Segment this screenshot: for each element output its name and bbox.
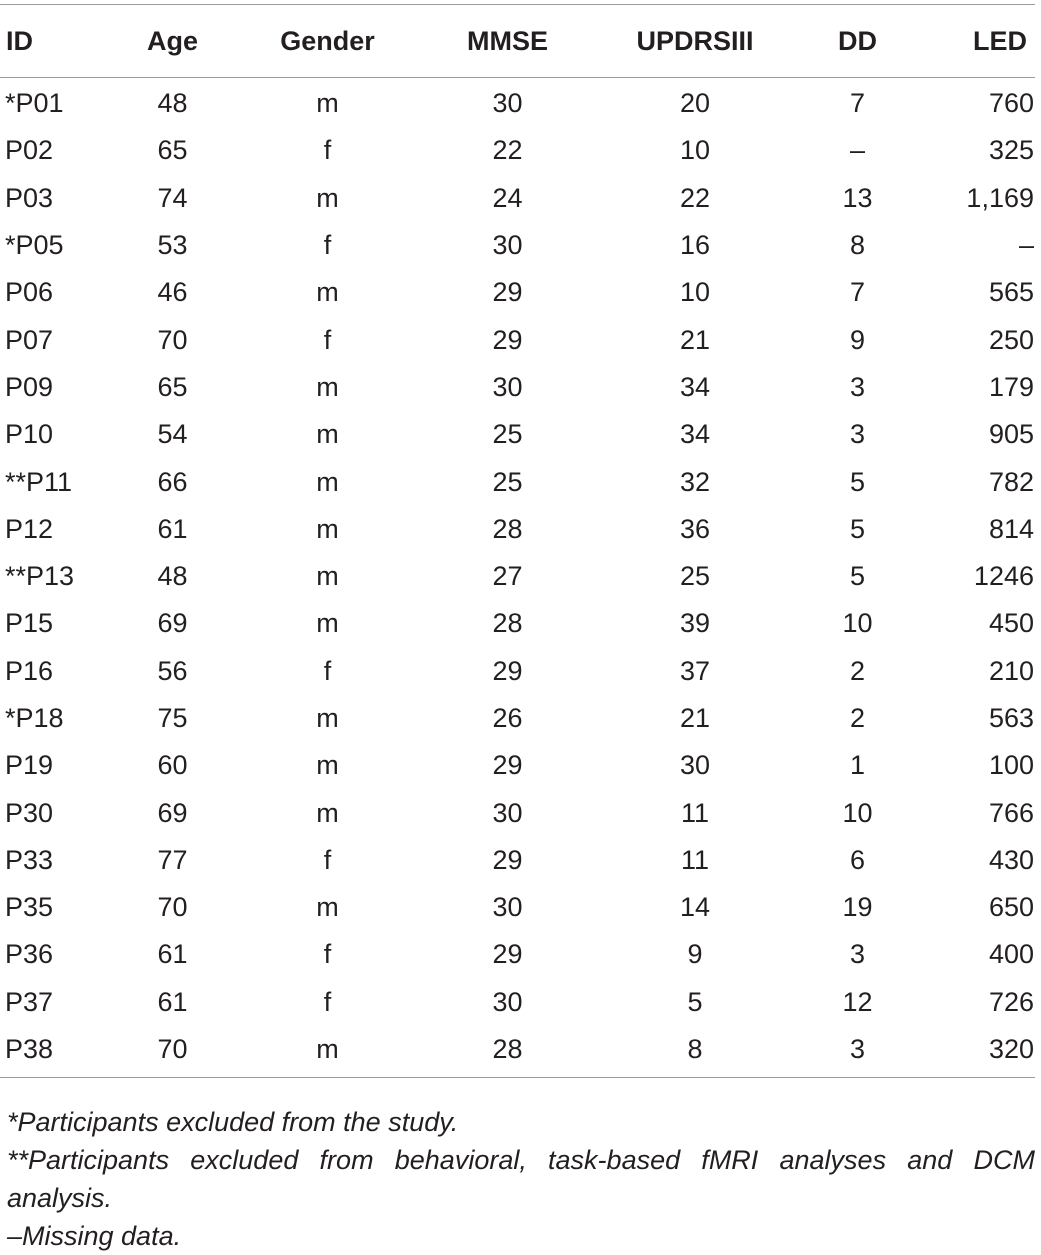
table-row <box>0 1026 1035 1078</box>
cell-gender: m <box>316 892 339 923</box>
cell-dd: 7 <box>849 88 866 119</box>
cell-updrsiii: 30 <box>679 750 711 781</box>
cell-mmse: 25 <box>492 419 523 450</box>
cell-dd: 1 <box>849 750 866 781</box>
cell-updrsiii: 32 <box>679 466 711 497</box>
cell-id: **P11 <box>5 466 73 497</box>
cell-id: P35 <box>5 892 54 923</box>
cell-id: P02 <box>5 135 54 166</box>
cell-gender: f <box>323 655 332 686</box>
cell-led: 320 <box>988 1034 1034 1065</box>
cell-gender: f <box>323 986 332 1017</box>
column-header-gender: Gender <box>280 25 375 56</box>
table-row <box>0 222 1035 269</box>
cell-mmse: 24 <box>492 182 523 213</box>
cell-updrsiii: 20 <box>679 88 711 119</box>
cell-id: *P05 <box>5 230 64 261</box>
table-row <box>0 458 1035 505</box>
cell-dd: 9 <box>849 324 866 355</box>
cell-age: 54 <box>157 419 188 450</box>
cell-led: 650 <box>988 892 1034 923</box>
cell-dd: 5 <box>849 561 866 592</box>
cell-led: 563 <box>988 703 1034 733</box>
cell-led: 250 <box>988 324 1034 355</box>
cell-mmse: 25 <box>492 466 523 497</box>
cell-mmse: 27 <box>492 561 523 592</box>
cell-age: 53 <box>157 230 188 261</box>
cell-dd: 10 <box>842 797 873 828</box>
table-row <box>0 648 1035 695</box>
cell-id: P07 <box>5 324 54 355</box>
table-row <box>0 506 1035 553</box>
table-row <box>0 695 1035 742</box>
cell-id: **P13 <box>5 561 75 592</box>
cell-updrsiii: 9 <box>687 939 703 970</box>
table-row <box>0 553 1035 600</box>
cell-gender: m <box>316 703 339 733</box>
cell-gender: f <box>323 324 332 355</box>
cell-dd: 3 <box>849 419 866 450</box>
cell-updrsiii: 22 <box>679 182 711 213</box>
cell-gender: m <box>316 750 339 781</box>
cell-mmse: 29 <box>492 939 523 970</box>
cell-led: 1,169 <box>966 182 1034 213</box>
table-row <box>0 884 1035 931</box>
cell-dd: 2 <box>849 703 866 733</box>
column-header-mmse: MMSE <box>467 25 548 56</box>
cell-dd: 3 <box>849 1034 866 1065</box>
cell-id: P33 <box>5 844 54 875</box>
table-row <box>0 175 1035 222</box>
cell-age: 61 <box>157 939 188 970</box>
cell-gender: m <box>316 513 339 544</box>
cell-dd: 5 <box>849 466 866 497</box>
table-row <box>0 837 1035 884</box>
cell-age: 69 <box>157 797 188 828</box>
cell-id: P12 <box>5 513 54 544</box>
cell-mmse: 28 <box>492 513 523 544</box>
footnote-excluded-analyses: **Participants excluded from behavioral, task-based fMRI analyses and DCM analysis. <box>7 1145 1035 1213</box>
cell-updrsiii: 34 <box>679 419 711 450</box>
cell-gender: f <box>323 939 332 970</box>
column-header-age: Age <box>146 25 198 56</box>
cell-dd: 8 <box>849 230 866 261</box>
cell-dd: 6 <box>849 844 866 875</box>
cell-id: P37 <box>5 986 54 1017</box>
table-row <box>0 600 1035 647</box>
footnote-missing-data: –Missing data. <box>7 1221 182 1251</box>
cell-updrsiii: 8 <box>687 1034 703 1065</box>
cell-led: 905 <box>988 419 1034 450</box>
cell-led: 430 <box>988 844 1034 875</box>
cell-led: 210 <box>988 655 1034 686</box>
cell-mmse: 30 <box>492 986 523 1017</box>
cell-age: 74 <box>157 182 188 213</box>
cell-id: P09 <box>5 371 54 402</box>
cell-age: 65 <box>157 371 188 402</box>
footnote-excluded-study: *Participants excluded from the study. <box>7 1107 459 1137</box>
cell-id: P10 <box>5 419 54 450</box>
cell-dd: 7 <box>849 277 866 308</box>
cell-dd: 3 <box>849 939 866 970</box>
table-row <box>0 316 1035 363</box>
cell-gender: m <box>316 371 339 402</box>
cell-mmse: 28 <box>492 1034 523 1065</box>
cell-age: 70 <box>157 892 188 923</box>
cell-id: P06 <box>5 277 54 308</box>
cell-dd: 19 <box>842 892 873 923</box>
cell-mmse: 30 <box>492 892 523 923</box>
cell-age: 69 <box>157 608 188 639</box>
cell-mmse: 26 <box>492 703 523 733</box>
cell-dd: 5 <box>849 513 866 544</box>
cell-id: P30 <box>5 797 54 828</box>
cell-led: 400 <box>988 939 1034 970</box>
cell-led: 766 <box>988 797 1034 828</box>
cell-mmse: 22 <box>492 135 523 166</box>
cell-mmse: 29 <box>492 655 523 686</box>
cell-age: 56 <box>157 655 188 686</box>
cell-id: P38 <box>5 1034 54 1065</box>
cell-updrsiii: 11 <box>680 844 710 875</box>
cell-updrsiii: 36 <box>679 513 711 544</box>
cell-gender: m <box>316 797 339 828</box>
cell-dd: 10 <box>842 608 873 639</box>
table-row <box>0 979 1035 1026</box>
cell-age: 70 <box>157 1034 188 1065</box>
cell-gender: m <box>316 466 339 497</box>
cell-age: 46 <box>157 277 188 308</box>
column-header-updrsiii: UPDRSIII <box>636 25 754 56</box>
cell-age: 48 <box>157 561 188 592</box>
cell-mmse: 30 <box>492 230 523 261</box>
table-row <box>0 931 1035 978</box>
table-row <box>0 789 1035 836</box>
cell-age: 77 <box>157 844 188 875</box>
cell-mmse: 30 <box>492 88 523 119</box>
cell-mmse: 29 <box>492 844 523 875</box>
table-header <box>0 5 1035 78</box>
table-body <box>0 78 1035 1078</box>
cell-updrsiii: 5 <box>687 986 703 1017</box>
cell-mmse: 30 <box>492 371 523 402</box>
cell-mmse: 30 <box>492 797 523 828</box>
cell-updrsiii: 14 <box>679 892 711 923</box>
cell-led: 814 <box>988 513 1034 544</box>
cell-gender: m <box>316 1034 339 1065</box>
cell-id: P03 <box>5 182 54 213</box>
column-header-id: ID <box>6 25 33 56</box>
cell-age: 61 <box>157 986 188 1017</box>
cell-id: P16 <box>5 655 54 686</box>
cell-id: P36 <box>5 939 54 970</box>
cell-age: 65 <box>157 135 188 166</box>
cell-gender: m <box>316 561 339 592</box>
table-row <box>0 742 1035 789</box>
cell-age: 48 <box>157 88 188 119</box>
cell-gender: m <box>316 182 339 213</box>
cell-updrsiii: 25 <box>679 561 711 592</box>
table-row <box>0 78 1035 128</box>
cell-led: 726 <box>988 986 1034 1017</box>
cell-age: 60 <box>157 750 188 781</box>
cell-gender: f <box>323 230 332 261</box>
cell-id: *P01 <box>5 88 64 119</box>
cell-age: 61 <box>157 513 188 544</box>
cell-age: 75 <box>157 703 188 733</box>
cell-updrsiii: 11 <box>680 797 710 828</box>
cell-led: 1246 <box>973 561 1034 592</box>
cell-led: 325 <box>988 135 1034 166</box>
cell-gender: f <box>323 844 332 875</box>
column-header-led: LED <box>973 25 1027 56</box>
cell-age: 70 <box>157 324 188 355</box>
cell-led: – <box>1018 230 1034 261</box>
cell-led: 782 <box>988 466 1034 497</box>
table-row <box>0 127 1035 174</box>
cell-gender: f <box>323 135 332 166</box>
cell-mmse: 29 <box>492 324 523 355</box>
cell-mmse: 29 <box>492 750 523 781</box>
table-row <box>0 411 1035 458</box>
cell-updrsiii: 21 <box>679 324 711 355</box>
cell-age: 66 <box>157 466 188 497</box>
cell-updrsiii: 21 <box>679 703 711 733</box>
cell-id: *P18 <box>5 703 64 733</box>
cell-dd: 2 <box>849 655 866 686</box>
cell-updrsiii: 34 <box>679 371 711 402</box>
cell-gender: m <box>316 419 339 450</box>
cell-gender: m <box>316 277 339 308</box>
cell-updrsiii: 16 <box>679 230 711 261</box>
cell-mmse: 28 <box>492 608 523 639</box>
cell-led: 760 <box>988 88 1034 119</box>
cell-dd: 12 <box>842 986 873 1017</box>
table-row <box>0 364 1035 411</box>
header-row <box>0 5 1035 78</box>
cell-led: 100 <box>988 750 1034 781</box>
cell-gender: m <box>316 608 339 639</box>
cell-dd: – <box>849 135 866 166</box>
cell-gender: m <box>316 88 339 119</box>
cell-updrsiii: 10 <box>679 277 711 308</box>
cell-id: P19 <box>5 750 54 781</box>
column-header-dd: DD <box>838 25 877 56</box>
cell-dd: 13 <box>842 182 873 213</box>
table-row <box>0 269 1035 316</box>
cell-dd: 3 <box>849 371 866 402</box>
cell-id: P15 <box>5 608 54 639</box>
cell-updrsiii: 39 <box>679 608 711 639</box>
table-footnotes <box>7 1103 1035 1255</box>
participants-table <box>0 4 1035 1078</box>
cell-updrsiii: 37 <box>679 655 711 686</box>
cell-mmse: 29 <box>492 277 523 308</box>
cell-led: 565 <box>988 277 1034 308</box>
cell-led: 450 <box>988 608 1034 639</box>
cell-led: 179 <box>988 371 1034 402</box>
cell-updrsiii: 10 <box>679 135 711 166</box>
